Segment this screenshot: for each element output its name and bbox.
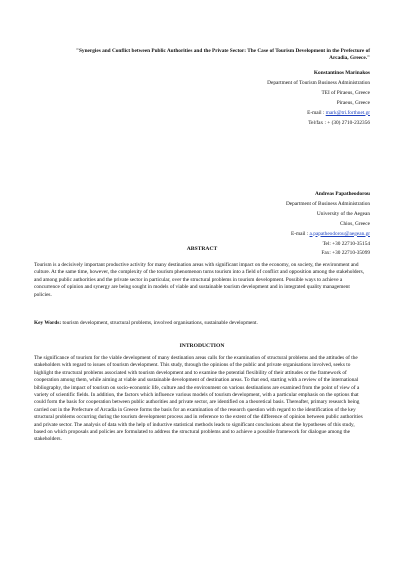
keywords-line <box>34 320 367 327</box>
email-label: E-mail : <box>307 109 325 116</box>
abstract-text: Tourism is a decisively important productive activity for many destination areas with significant impact on the economy, on society, the environment and culture. At the same time, however, the complexity of the tourism phenomenon turns tourism into a field of conflict and opposition among the stakeholders, and among public authorities and the private sector in particular, over the structural problems in tourism development. Possible ways to achieve a concurrence of opinion and synergy are being sought in models of viable and sustainable tourism development and in integrated quality management policies. <box>34 262 365 298</box>
author-institution: TEI of Piraeus, Greece <box>321 89 370 96</box>
author-city: Chios, Greece <box>339 220 370 227</box>
author-email-link[interactable]: a.papatheodorou@aegean.gr <box>309 230 370 237</box>
keywords-label: Key Words: <box>34 320 62 326</box>
author-name: Konstantinos Marinakos <box>313 70 370 76</box>
author-city: Piraeus, Greece <box>336 99 370 106</box>
introduction-text: The significance of tourism for the viable development of many destination areas calls for the examination of structural problems and the attitudes of the stakeholders with regard to issues of tourism development. This study, through the opinions of the public and private organisations involved, seeks to highlight the structural problems associated with tourism development and to examine the potential flexibility of their attitudes or the framework of cooperation among them, while aiming at viable and sustainable development of destination areas. To that end, starting with a review of the international bibliography, the impact of tourism on socio-economic life, culture and the environment on various destinations are examined from the point of view of a variety of scientific fields. In addition, the factors which influence various models of tourism development, with a particular emphasis on the options that could form the basis for cooperation between public authorities and private sector, are identified on a theoretical basis. Thereafter, primary research being carried out in the Prefecture of Arcadia in Greece forms the basis for an examination of the research question with regard to the identification of the key structural problems occurring during the tourism development process and in reference to the extent of the difference of opinion between public authorities and private sector. The analysis of data with the help of inductive statistical methods leads to significant conclusions about the hypotheses of this study, based on which proposals and policies are formulated to address the structural problems and to achieve a possible framework for dialogue among the stakeholders. <box>34 355 363 443</box>
author-email-line <box>286 230 370 240</box>
author-institution: University of the Aegean <box>316 210 370 217</box>
author-name: Andreas Papatheodorou <box>315 191 370 197</box>
email-label: E-mail : <box>290 230 309 237</box>
paper-title: "Synergies and Conflict between Public Authorities and the Private Sector: The Case of Tourism Development in the Prefecture of Arcadia, Greece." <box>76 48 370 62</box>
author-phone: Tel: +30 22710-35154 <box>322 240 370 247</box>
keywords-text: tourism development, structural problems, involved organisations, sustainable development. <box>61 320 258 326</box>
author-department: Department of Business Administration <box>285 200 370 207</box>
abstract-heading: ABSTRACT <box>186 246 218 252</box>
author-phone: Tel/fax : + (30) 2710-232356 <box>308 119 370 126</box>
introduction-heading: INTRODUCTION <box>179 343 225 349</box>
author-block-1 <box>267 69 370 128</box>
author-email-line <box>267 109 370 119</box>
author-email-link[interactable]: mark@tri.forthnet.gr <box>325 109 370 116</box>
author-department: Department of Tourism Business Administration <box>267 79 370 86</box>
author-fax: Fax: +30 22710-35099 <box>321 250 370 257</box>
